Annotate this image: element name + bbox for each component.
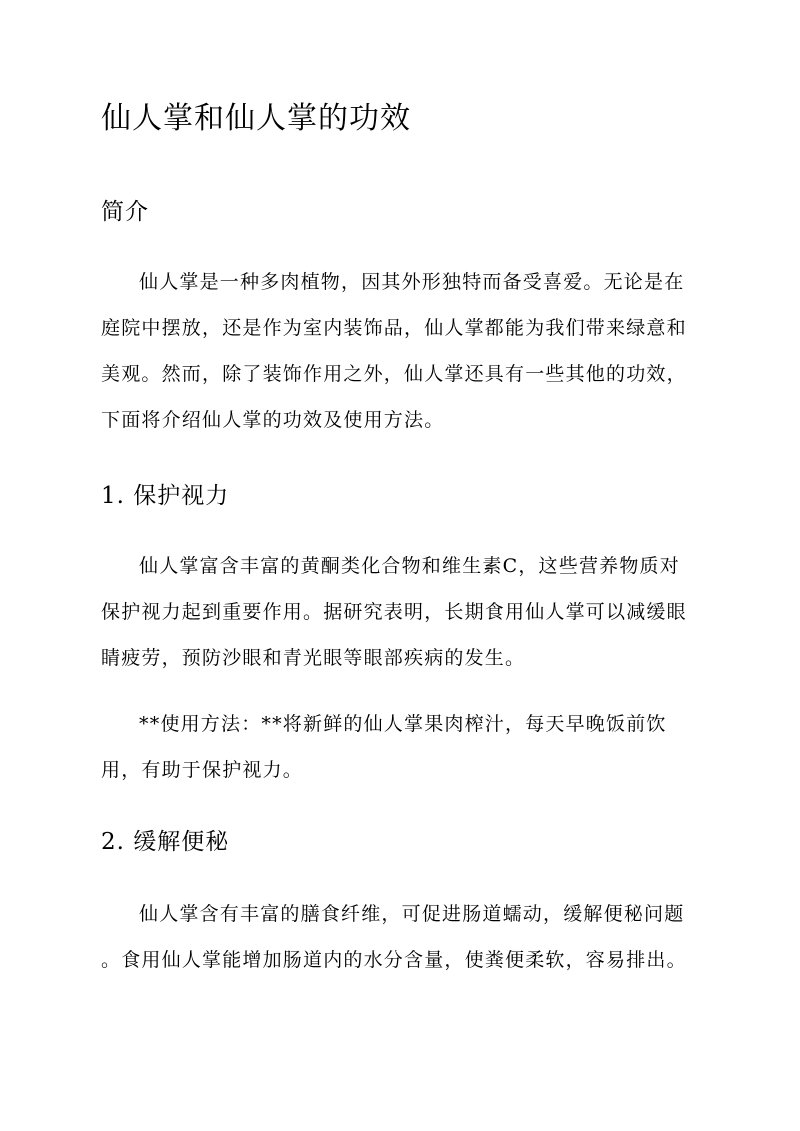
paragraph-line: 用，有助于保护视力。 [101,759,304,781]
paragraph-line: 仙人掌是一种多肉植物，因其外形独特而备受喜爱。无论是在 [139,271,685,293]
paragraph-line: 美观。然而，除了装饰作用之外，仙人掌还具有一些其他的功效， [101,363,687,385]
section-2-paragraph-1 [101,891,701,983]
paragraph-line: 。食用仙人掌能增加肠道内的水分含量，使粪便柔软，容易排出。 [101,949,687,971]
intro-paragraph [101,259,701,443]
section-heading-protect-vision: 1. 保护视力 [101,483,230,509]
paragraph-line: 睛疲劳，预防沙眼和青光眼等眼部疾病的发生。 [101,647,526,669]
intro-heading: 简介 [101,199,149,225]
paragraph-line: **使用方法：**将新鲜的仙人掌果肉榨汁，每天早晚饭前饮 [139,713,667,735]
section-1-paragraph-1 [101,543,701,681]
section-1-usage-paragraph [101,701,701,793]
paragraph-line: 庭院中摆放，还是作为室内装饰品，仙人掌都能为我们带来绿意和 [101,317,687,339]
paragraph-line: 仙人掌含有丰富的膳食纤维，可促进肠道蠕动，缓解便秘问题 [139,903,685,925]
paragraph-line: 保护视力起到重要作用。据研究表明，长期食用仙人掌可以减缓眼 [101,601,687,623]
section-heading-relieve-constipation: 2. 缓解便秘 [101,829,230,855]
paragraph-line: 仙人掌富含丰富的黄酮类化合物和维生素C，这些营养物质对 [139,555,680,577]
paragraph-line: 下面将介绍仙人掌的功效及使用方法。 [101,409,445,431]
document-title: 仙人掌和仙人掌的功效 [101,101,411,136]
